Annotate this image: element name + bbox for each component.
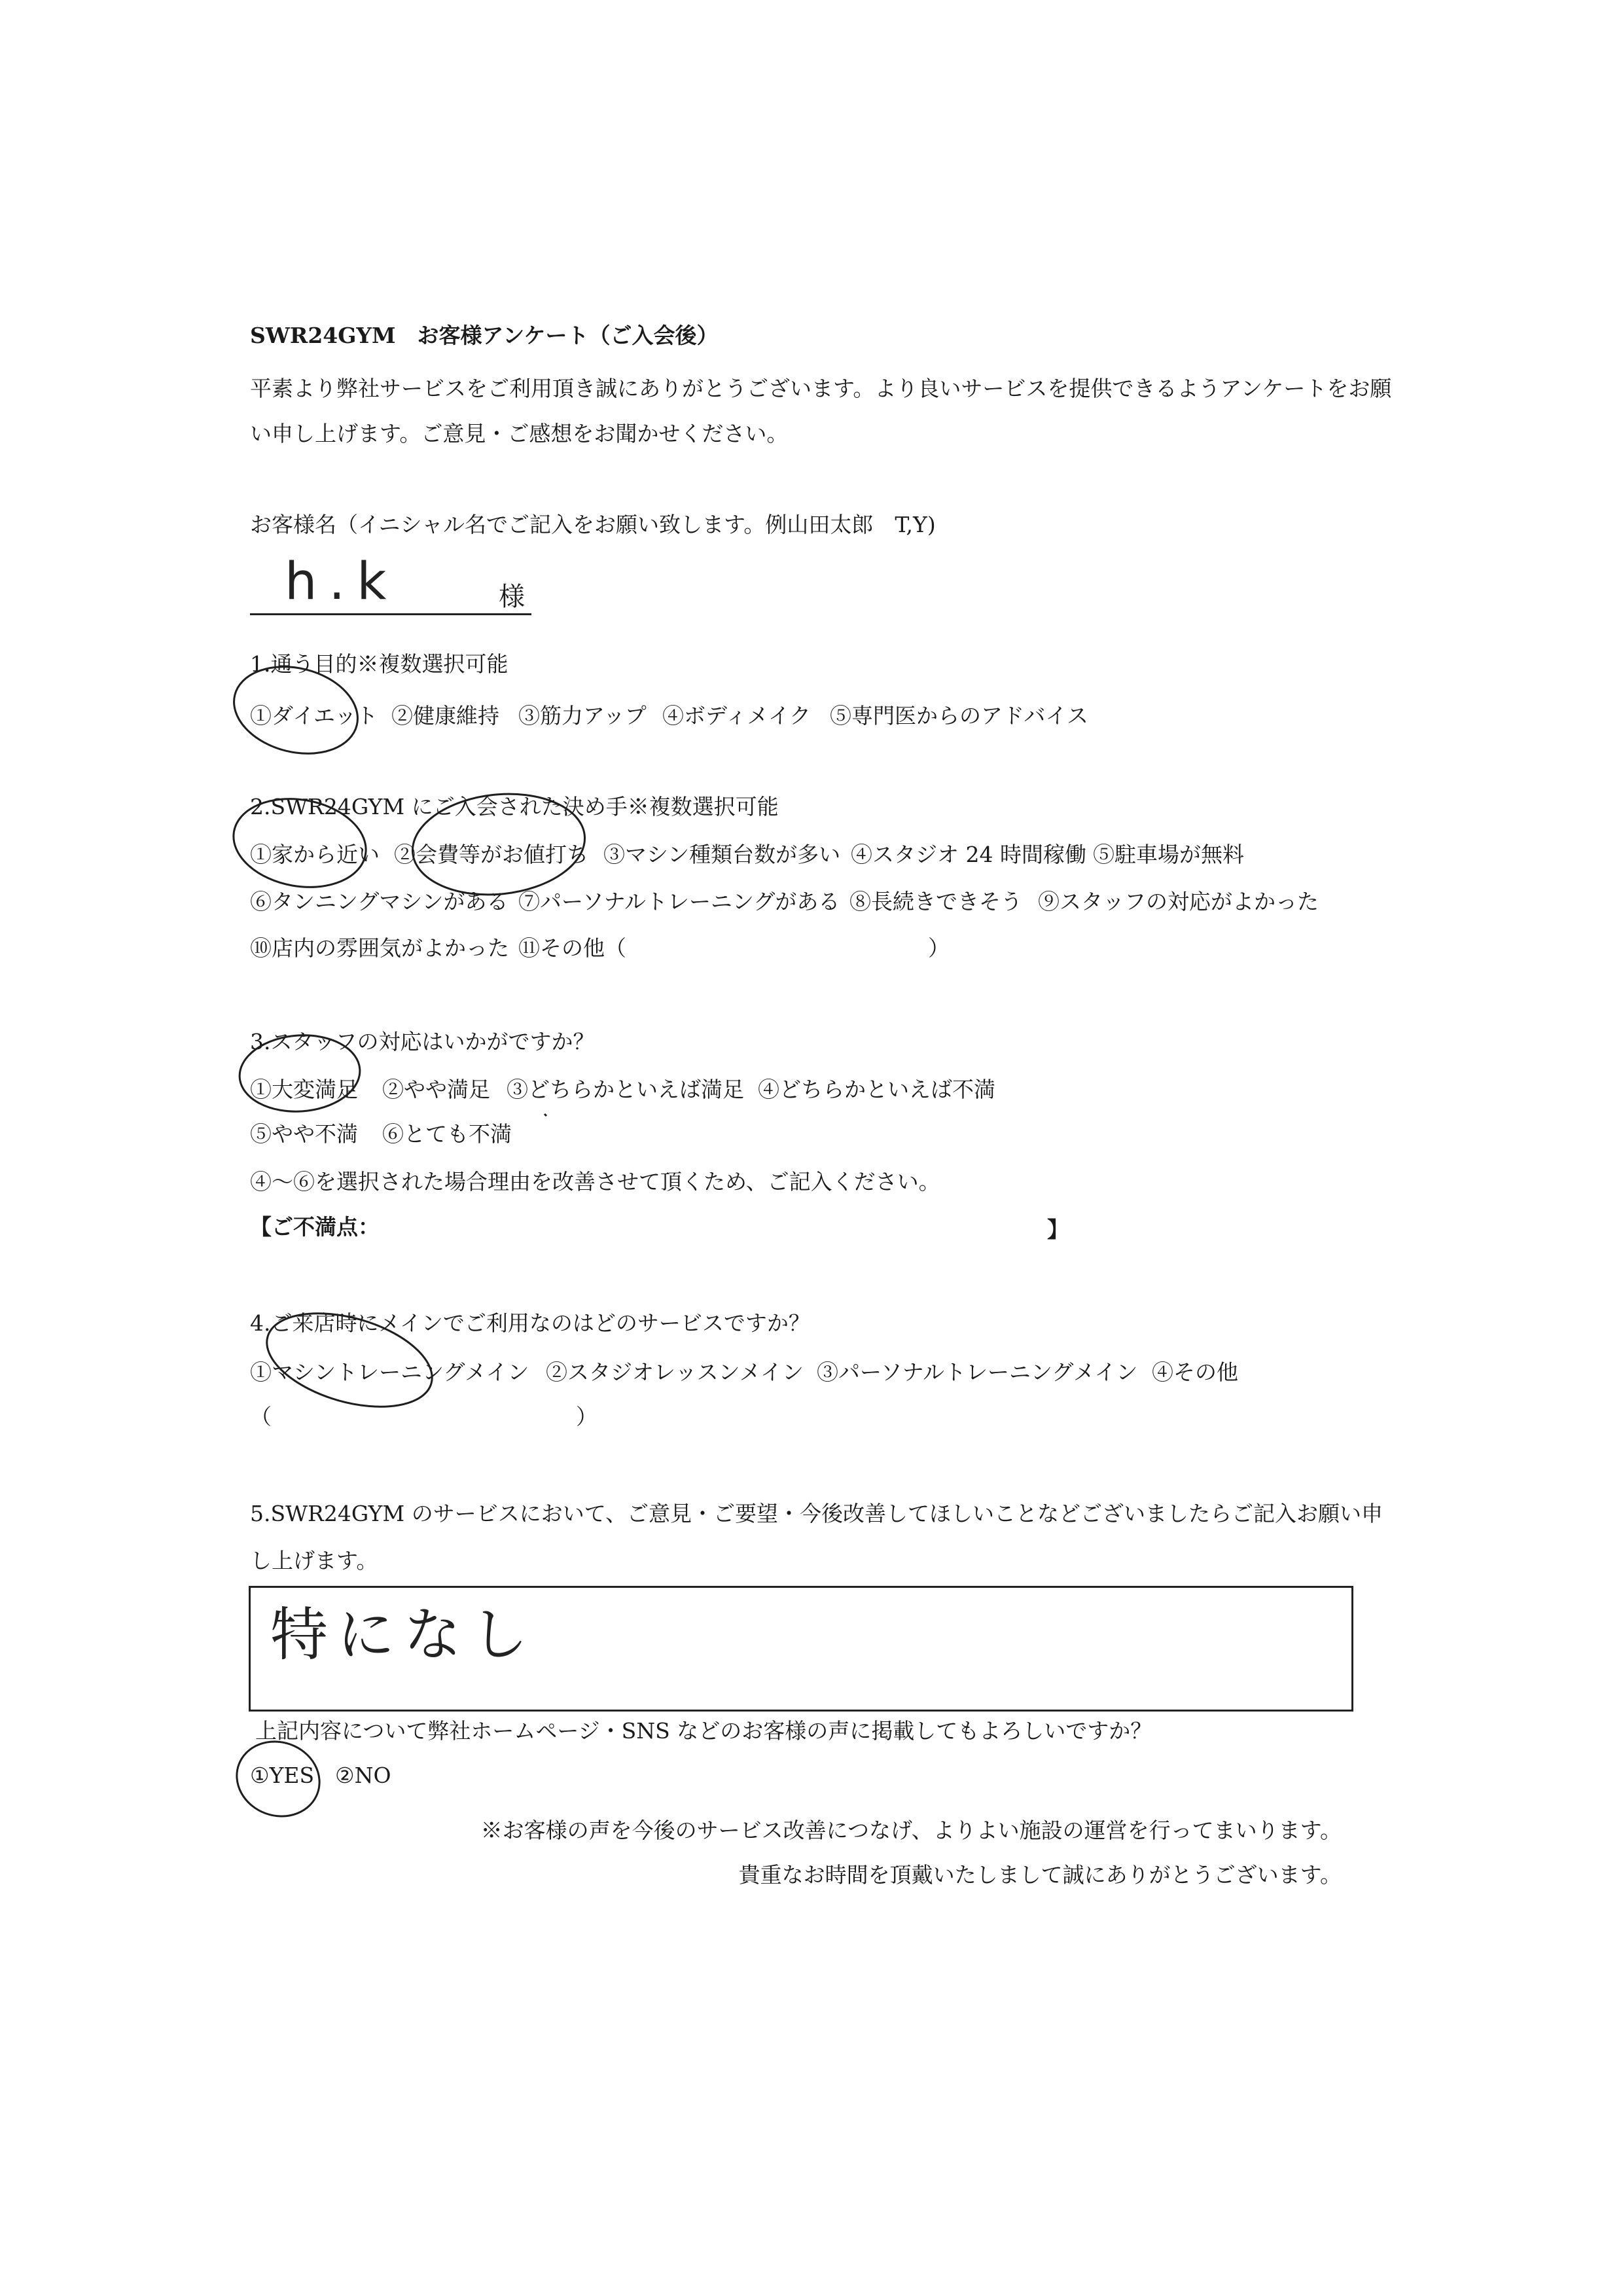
q5-question-line-1: 5.SWR24GYM のサービスにおいて、ご意見・ご要望・今後改善してほしいことなどございましたらご記入お願い申 — [250, 1501, 1383, 1526]
q3-option-very-dissatisfied[interactable]: ⑥とても不満 — [382, 1121, 512, 1147]
q1-option-doctor[interactable]: ⑤専門医からのアドバイス — [830, 703, 1089, 728]
q1-option-diet[interactable]: ①ダイエット — [250, 703, 378, 728]
footer-line-2: 貴重なお時間を頂戴いたしまして誠にありがとうございます。 — [738, 1862, 1342, 1888]
intro-line-2: い申し上げます。ご意見・ご感想をお聞かせください。 — [250, 421, 789, 446]
q3-question: 3.スタッフの対応はいかがですか？ — [250, 1029, 595, 1054]
complaint-close: 】 — [1047, 1217, 1069, 1242]
q2-option-staff[interactable]: ⑨スタッフの対応がよかった — [1038, 889, 1319, 914]
q3-note: ④～⑥を選択された場合理由を改善させて頂くため、ご記入ください。 — [250, 1169, 940, 1194]
q3-option-somewhat-dissatisfied[interactable]: ⑤やや不満 — [250, 1121, 358, 1147]
complaint-open: 【ご不満点： — [250, 1214, 380, 1240]
q5-question-line-2: し上げます。 — [250, 1548, 378, 1573]
q1-option-bodymake[interactable]: ④ボディメイク — [662, 703, 812, 728]
q2-option-atmosphere[interactable]: ⑩店内の雰囲気がよかった — [250, 935, 509, 961]
q3-option-somewhat-satisfied[interactable]: ②やや満足 — [382, 1077, 490, 1102]
publish-question: 上記内容について弊社ホームページ・SNS などのお客様の声に掲載してもよろしいですか？ — [255, 1718, 1152, 1744]
q2-option-personal[interactable]: ⑦パーソナルトレーニングがある — [518, 889, 840, 914]
customer-name-value[interactable]: h.k — [285, 552, 399, 611]
intro-line-1: 平素より弊社サービスをご利用頂き誠にありがとうございます。より良いサービスを提供できるようアンケートをお願 — [250, 376, 1392, 401]
stray-pen-mark — [544, 1114, 546, 1116]
q1-option-health[interactable]: ②健康維持 — [391, 703, 499, 728]
q2-option-continue[interactable]: ⑧長続きできそう — [849, 889, 1022, 914]
q4-other-open: （ — [250, 1404, 272, 1429]
name-underline — [250, 613, 531, 615]
q3-option-rather-dissatisfied[interactable]: ④どちらかといえば不満 — [758, 1077, 995, 1102]
footer-line-1: ※お客様の声を今後のサービス改善につなげ、よりよい施設の運営を行ってまいります。 — [480, 1818, 1342, 1843]
q1-question: 1.通う目的※複数選択可能 — [250, 651, 508, 677]
q2-option-fee[interactable]: ②会費等がお値打ち — [394, 842, 588, 867]
name-prompt: お客様名（イニシャル名でご記入をお願い致します。例山田太郎 T,Y) — [250, 512, 936, 537]
q2-option-machines[interactable]: ③マシン種類台数が多い — [603, 842, 841, 867]
q3-option-rather-satisfied[interactable]: ③どちらかといえば満足 — [507, 1077, 744, 1102]
publish-no[interactable]: ②NO — [335, 1763, 391, 1788]
q2-option-studio[interactable]: ④スタジオ 24 時間稼働 — [851, 842, 1086, 867]
comment-box[interactable] — [249, 1586, 1353, 1712]
q2-question: 2.SWR24GYM にご入会された決め手※複数選択可能 — [250, 794, 779, 819]
q4-option-personal[interactable]: ③パーソナルトレーニングメイン — [817, 1359, 1138, 1385]
q2-option-tanning[interactable]: ⑥タンニングマシンがある — [250, 889, 508, 914]
q2-other-close: ） — [928, 935, 950, 961]
q2-option-near[interactable]: ①家から近い — [250, 842, 380, 867]
q2-option-other[interactable]: ⑪その他（ — [518, 935, 626, 961]
publish-yes[interactable]: ①YES — [250, 1763, 315, 1788]
name-suffix: 様 — [499, 582, 525, 612]
q3-option-very-satisfied[interactable]: ①大変満足 — [250, 1077, 358, 1102]
q2-option-parking[interactable]: ⑤駐車場が無料 — [1093, 842, 1244, 867]
q4-option-studio[interactable]: ②スタジオレッスンメイン — [546, 1359, 804, 1385]
q4-other-close: ） — [576, 1404, 597, 1429]
comment-answer: 特になし — [270, 1601, 538, 1668]
q4-question: 4.ご来店時にメインでご利用なのはどのサービスですか？ — [250, 1310, 810, 1336]
q1-option-muscle[interactable]: ③筋力アップ — [518, 703, 647, 728]
q4-option-other[interactable]: ④その他 — [1152, 1359, 1238, 1385]
survey-title: SWR24GYM お客様アンケート（ご入会後） — [250, 323, 719, 348]
q4-option-machine[interactable]: ①マシントレーニングメイン — [250, 1359, 529, 1385]
